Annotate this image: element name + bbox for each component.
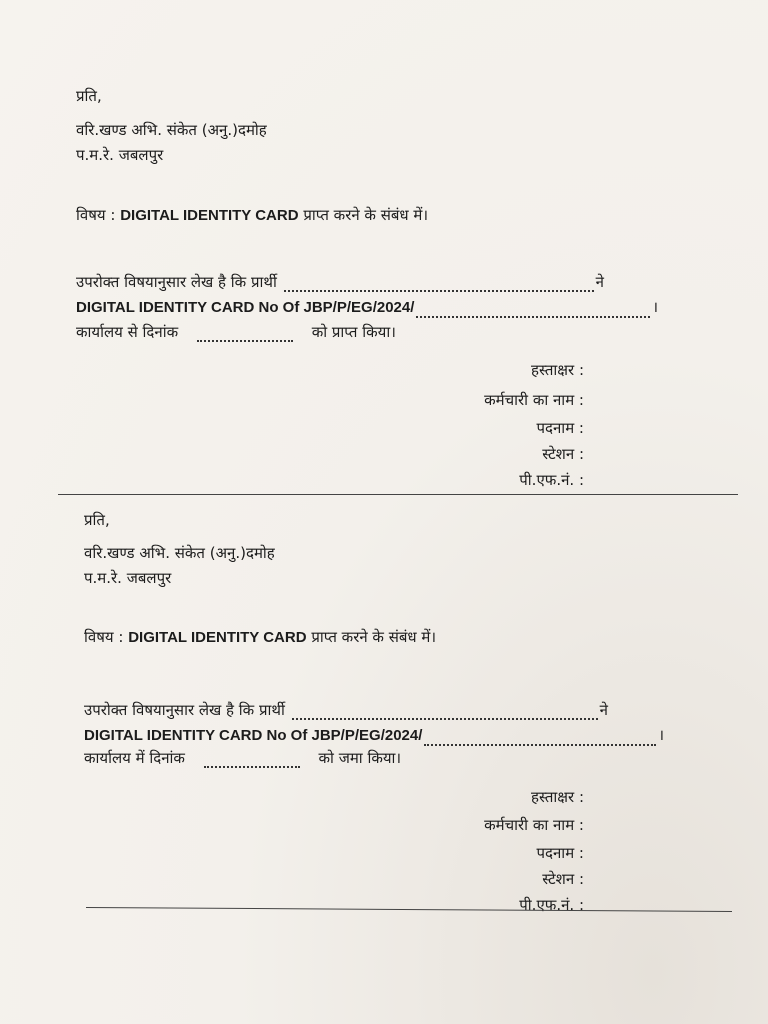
sig-designation: पदनाम : bbox=[536, 419, 584, 437]
body-line-1 bbox=[84, 700, 608, 720]
body-line-3-prefix: कार्यालय से दिनांक bbox=[76, 323, 179, 341]
subject-suffix: प्राप्त करने के संबंध में। bbox=[303, 206, 429, 224]
body-line-1-prefix: उपरोक्त विषयानुसार लेख है कि प्रार्थी bbox=[76, 273, 277, 291]
body-line-3-suffix: को जमा किया। bbox=[318, 749, 402, 767]
body-line-3-prefix: कार्यालय में दिनांक bbox=[84, 749, 185, 767]
body-line-2 bbox=[84, 725, 664, 746]
sig-signature: हस्ताक्षर : bbox=[531, 361, 584, 379]
body-line-1 bbox=[76, 272, 604, 292]
sig-designation: पदनाम : bbox=[536, 844, 584, 862]
card-number-blank[interactable] bbox=[424, 730, 656, 746]
date-blank[interactable] bbox=[197, 326, 293, 342]
subject-line bbox=[76, 205, 428, 226]
sig-employee-name: कर्मचारी का नाम : bbox=[484, 391, 584, 409]
sig-employee-name: कर्मचारी का नाम : bbox=[484, 816, 584, 834]
subject-en: DIGITAL IDENTITY CARD bbox=[128, 629, 307, 646]
applicant-name-blank[interactable] bbox=[292, 704, 598, 720]
card-number-label: DIGITAL IDENTITY CARD No Of JBP/P/EG/2024/ bbox=[76, 299, 415, 316]
subject-en: DIGITAL IDENTITY CARD bbox=[120, 207, 299, 224]
addressee-line-2: प.म.रे. जबलपुर bbox=[84, 569, 172, 587]
addressee-line-1: वरि.खण्ड अभि. संकेत (अनु.)दमोह bbox=[84, 544, 275, 562]
addressee-line-2: प.म.रे. जबलपुर bbox=[76, 146, 164, 164]
body-line-1-suffix: ने bbox=[595, 273, 604, 291]
to-label: प्रति, bbox=[84, 511, 110, 529]
body-line-1-prefix: उपरोक्त विषयानुसार लेख है कि प्रार्थी bbox=[84, 701, 285, 719]
body-line-2 bbox=[76, 297, 658, 318]
sig-station: स्टेशन : bbox=[542, 870, 584, 888]
bottom-rule bbox=[86, 907, 732, 912]
card-number-blank[interactable] bbox=[416, 302, 650, 318]
subject-prefix: विषय : bbox=[84, 628, 124, 646]
to-label: प्रति, bbox=[76, 87, 102, 105]
section-divider bbox=[58, 494, 738, 495]
addressee-line-1: वरि.खण्ड अभि. संकेत (अनु.)दमोह bbox=[76, 121, 267, 139]
body-line-2-suffix: । bbox=[652, 298, 659, 316]
sig-pf-number: पी.एफ.नं. : bbox=[519, 471, 584, 489]
card-number-label: DIGITAL IDENTITY CARD No Of JBP/P/EG/2024/ bbox=[84, 727, 423, 744]
sig-pf-number: पी.एफ.नं. : bbox=[519, 896, 584, 914]
date-blank[interactable] bbox=[204, 752, 300, 768]
sig-signature: हस्ताक्षर : bbox=[531, 788, 584, 806]
subject-line bbox=[84, 627, 436, 648]
body-line-3-suffix: को प्राप्त किया। bbox=[311, 323, 396, 341]
body-line-3 bbox=[84, 748, 401, 768]
sig-station: स्टेशन : bbox=[542, 445, 584, 463]
subject-prefix: विषय : bbox=[76, 206, 116, 224]
body-line-1-suffix: ने bbox=[599, 701, 608, 719]
body-line-2-suffix: । bbox=[658, 726, 665, 744]
body-line-3 bbox=[76, 322, 396, 342]
subject-suffix: प्राप्त करने के संबंध में। bbox=[311, 628, 437, 646]
applicant-name-blank[interactable] bbox=[284, 276, 594, 292]
